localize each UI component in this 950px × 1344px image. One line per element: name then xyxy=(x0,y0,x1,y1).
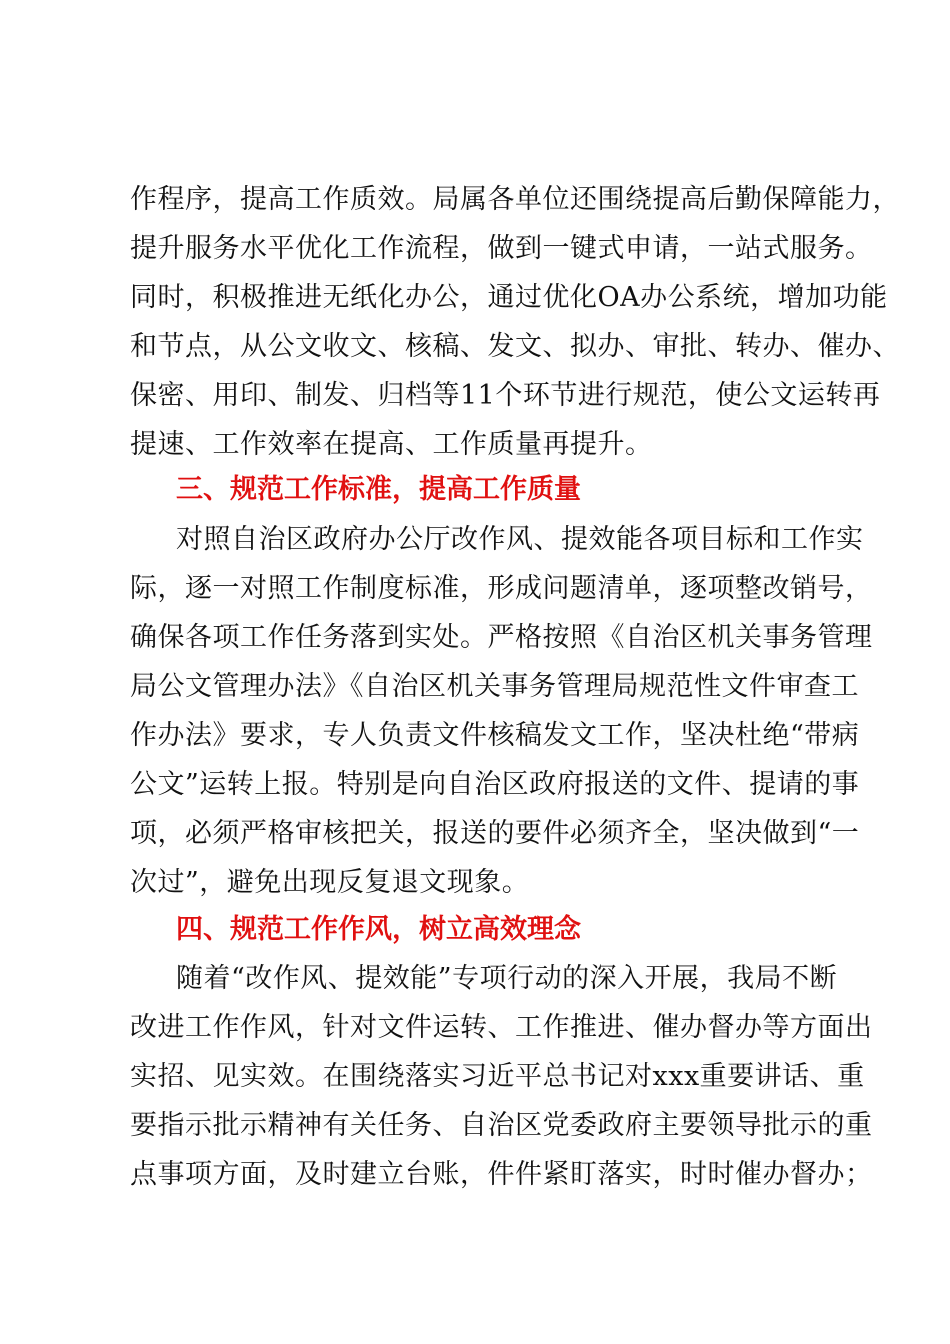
line-text: 实招、见实效。在围绕落实习近平总书记对xxx重要讲话、重 xyxy=(130,1061,865,1092)
line-text: 和节点，从公文收文、核稿、发文、拟办、审批、转办、催办、 xyxy=(130,331,900,362)
paragraph-line xyxy=(130,1106,873,1146)
paragraph-line xyxy=(130,569,873,609)
paragraph-line xyxy=(176,520,864,560)
line-text: 际，逐一对照工作制度标准，形成问题清单，逐项整改销号， xyxy=(130,573,873,604)
line-text: 次过”，避免出现反复退文现象。 xyxy=(130,867,530,898)
paragraph-line xyxy=(130,863,850,903)
section-heading-3: 三、规范工作标准，提高工作质量 xyxy=(176,474,581,505)
line-text: 提速、工作效率在提高、工作质量再提升。 xyxy=(130,429,653,460)
paragraph-line xyxy=(130,425,850,465)
paragraph-line xyxy=(130,716,860,756)
line-text: 保密、用印、制发、归档等11个环节进行规范，使公文运转再 xyxy=(130,380,881,411)
paragraph-line xyxy=(130,229,873,269)
line-text: 对照自治区政府办公厅改作风、提效能各项目标和工作实 xyxy=(176,524,864,555)
line-text: 改进工作作风，针对文件运转、工作推进、催办督办等方面出 xyxy=(130,1012,873,1043)
line-text: 同时，积极推进无纸化办公，通过优化OA办公系统，增加功能 xyxy=(130,282,888,313)
line-text: 作办法》要求，专人负责文件核稿发文工作，坚决杜绝“带病 xyxy=(130,720,860,751)
paragraph-line xyxy=(130,618,873,658)
paragraph-line xyxy=(130,667,859,707)
paragraph-line xyxy=(130,1057,865,1097)
line-text: 确保各项工作任务落到实处。严格按照《自治区机关事务管理 xyxy=(130,622,873,653)
line-text: 项，必须严格审核把关，报送的要件必须齐全，坚决做到“一 xyxy=(130,818,860,849)
paragraph-line xyxy=(130,327,900,367)
paragraph-line xyxy=(130,376,881,416)
line-text: 随着“改作风、提效能”专项行动的深入开展，我局不断 xyxy=(176,963,838,994)
section-heading-4: 四、规范工作作风，树立高效理念 xyxy=(176,914,581,945)
paragraph-line xyxy=(130,1155,873,1195)
paragraph-line xyxy=(130,180,900,220)
line-text: 公文”运转上报。特别是向自治区政府报送的文件、提请的事 xyxy=(130,769,860,800)
line-text: 点事项方面，及时建立台账，件件紧盯落实，时时催办督办； xyxy=(130,1159,873,1190)
paragraph-line xyxy=(130,765,860,805)
line-text: 局公文管理办法》《自治区机关事务管理局规范性文件审查工 xyxy=(130,671,859,702)
paragraph-line xyxy=(130,1008,873,1048)
paragraph-line xyxy=(176,959,850,999)
line-text: 作程序，提高工作质效。局属各单位还围绕提高后勤保障能力， xyxy=(130,184,900,215)
line-text: 提升服务水平优化工作流程，做到一键式申请，一站式服务。 xyxy=(130,233,873,264)
paragraph-line xyxy=(130,278,888,318)
paragraph-line xyxy=(130,814,860,854)
line-text: 要指示批示精神有关任务、自治区党委政府主要领导批示的重 xyxy=(130,1110,873,1141)
